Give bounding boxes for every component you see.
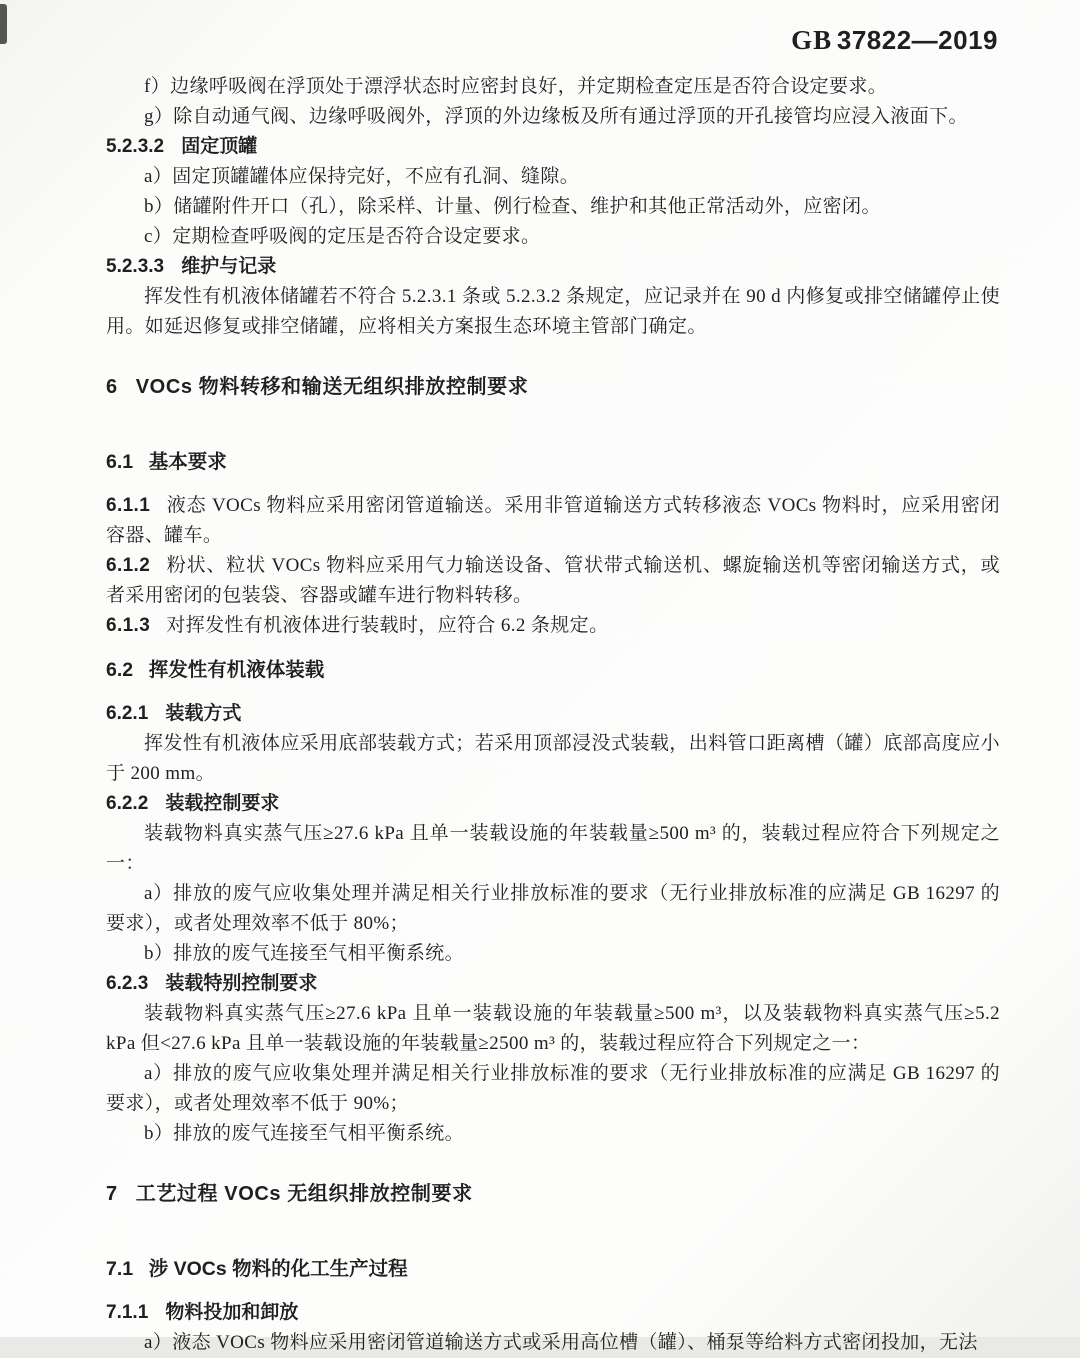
list-item-f: f）边缘呼吸阀在浮顶处于漂浮状态时应密封良好，并定期检查定压是否符合设定要求。 [144,76,888,97]
clause-heading-5-2-3-2 [106,132,1000,162]
list-item-a: a）固定顶罐罐体应保持完好，不应有孔洞、缝隙。 [144,166,580,187]
clause-title: 装载控制要求 [165,793,280,814]
clause-6-1-1 [106,491,1000,551]
list-item-a-clipped: a）液态 VOCs 物料应采用密闭管道输送方式或采用高位槽（罐）、桶泵等给料方式密闭投加，无法 [144,1332,978,1353]
clause-6-1-2 [106,551,1000,611]
paragraph-loading-method: 挥发性有机液体应采用底部装载方式；若采用顶部浸没式装载，出料管口距离槽（罐）底部高度应小于 200 mm。 [106,733,1000,784]
clause-number: 5.2.3.3 [106,256,165,277]
section-number: 7.1 [106,1258,134,1280]
clause-title: 维护与记录 [181,256,277,277]
section-title: 挥发性有机液体装载 [148,659,325,681]
clause-6-1-3 [106,611,1000,641]
paragraph-loading-control: 装载物料真实蒸气压≥27.6 kPa 且单一装载设施的年装载量≥500 m³ 的，装载过程应符合下列规定之一： [106,823,1000,874]
clause-heading-6-2-1 [106,699,1000,729]
clause-text: 对挥发性有机液体进行装载时，应符合 6.2 条规定。 [166,615,609,636]
chapter-number: 7 [106,1183,118,1205]
clause-heading-5-2-3-3 [106,252,1000,282]
list-item-g: g）除自动通气阀、边缘呼吸阀外，浮顶的外边缘板及所有通过浮顶的开孔接管均应浸入液面下。 [144,106,968,127]
clause-text: 液态 VOCs 物料应采用密闭管道输送。采用非管道输送方式转移液态 VOCs 物料时，应采用密闭容器、罐车。 [106,495,1000,546]
clause-title: 装载特别控制要求 [165,973,318,994]
clause-title: 固定顶罐 [181,136,258,157]
clause-number: 6.1.2 [106,555,151,576]
clause-number: 6.2.3 [106,973,149,994]
clause-heading-6-2-3 [106,969,1000,999]
chapter-number: 6 [106,376,118,398]
doc-code-number: 37822—2019 [836,25,998,55]
page-header [0,0,1080,58]
list-item-c: c）定期检查呼吸阀的定压是否符合设定要求。 [144,226,541,247]
list-item-b: b）排放的废气连接至气相平衡系统。 [144,1123,464,1144]
chapter-heading-6 [106,372,1000,402]
doc-code-prefix: GB [791,25,833,55]
clause-heading-7-1-1 [106,1298,1000,1328]
doc-code [791,25,998,55]
clause-number: 6.1.1 [106,495,151,516]
section-heading-7-1 [106,1254,1000,1284]
paragraph-special-loading-control: 装载物料真实蒸气压≥27.6 kPa 且单一装载设施的年装载量≥500 m³，以及装载物料真实蒸气压≥5.2 kPa 但<27.6 kPa 且单一装载设施的年装载量≥2500 m³ 的，装载过程应符合下列规定之一： [106,1003,1000,1054]
clause-title: 物料投加和卸放 [165,1302,299,1323]
scan-artifact [0,4,7,44]
list-item-a: a）排放的废气应收集处理并满足相关行业排放标准的要求（无行业排放标准的应满足 GB 16297 的要求），或者处理效率不低于 80%； [106,883,1000,934]
section-number: 6.1 [106,451,134,473]
chapter-title: VOCs 物料转移和输送无组织排放控制要求 [135,376,529,398]
clause-heading-6-2-2 [106,789,1000,819]
clause-number: 5.2.3.2 [106,136,165,157]
clause-number: 7.1.1 [106,1302,149,1323]
clause-number: 6.2.2 [106,793,149,814]
paragraph-maintenance-record: 挥发性有机液体储罐若不符合 5.2.3.1 条或 5.2.3.2 条规定，应记录并在 90 d 内修复或排空储罐停止使用。如延迟修复或排空储罐，应将相关方案报生态环境主管部门确定。 [106,286,1000,337]
section-title: 涉 VOCs 物料的化工生产过程 [148,1258,408,1280]
chapter-heading-7 [106,1179,1000,1209]
clause-number: 6.2.1 [106,703,149,724]
clause-text: 粉状、粒状 VOCs 物料应采用气力输送设备、管状带式输送机、螺旋输送机等密闭输送方式，或者采用密闭的包装袋、容器或罐车进行物料转移。 [106,555,1000,606]
document-body [0,58,1080,1358]
section-heading-6-2 [106,655,1000,685]
clause-title: 装载方式 [165,703,242,724]
list-item-a: a）排放的废气应收集处理并满足相关行业排放标准的要求（无行业排放标准的应满足 GB 16297 的要求），或者处理效率不低于 90%； [106,1063,1000,1114]
list-item-b: b）排放的废气连接至气相平衡系统。 [144,943,464,964]
chapter-title: 工艺过程 VOCs 无组织排放控制要求 [135,1183,473,1205]
section-title: 基本要求 [148,451,227,473]
section-heading-6-1 [106,447,1000,477]
list-item-b: b）储罐附件开口（孔），除采样、计量、例行检查、维护和其他正常活动外，应密闭。 [144,196,881,217]
section-number: 6.2 [106,659,134,681]
clause-number: 6.1.3 [106,615,151,636]
